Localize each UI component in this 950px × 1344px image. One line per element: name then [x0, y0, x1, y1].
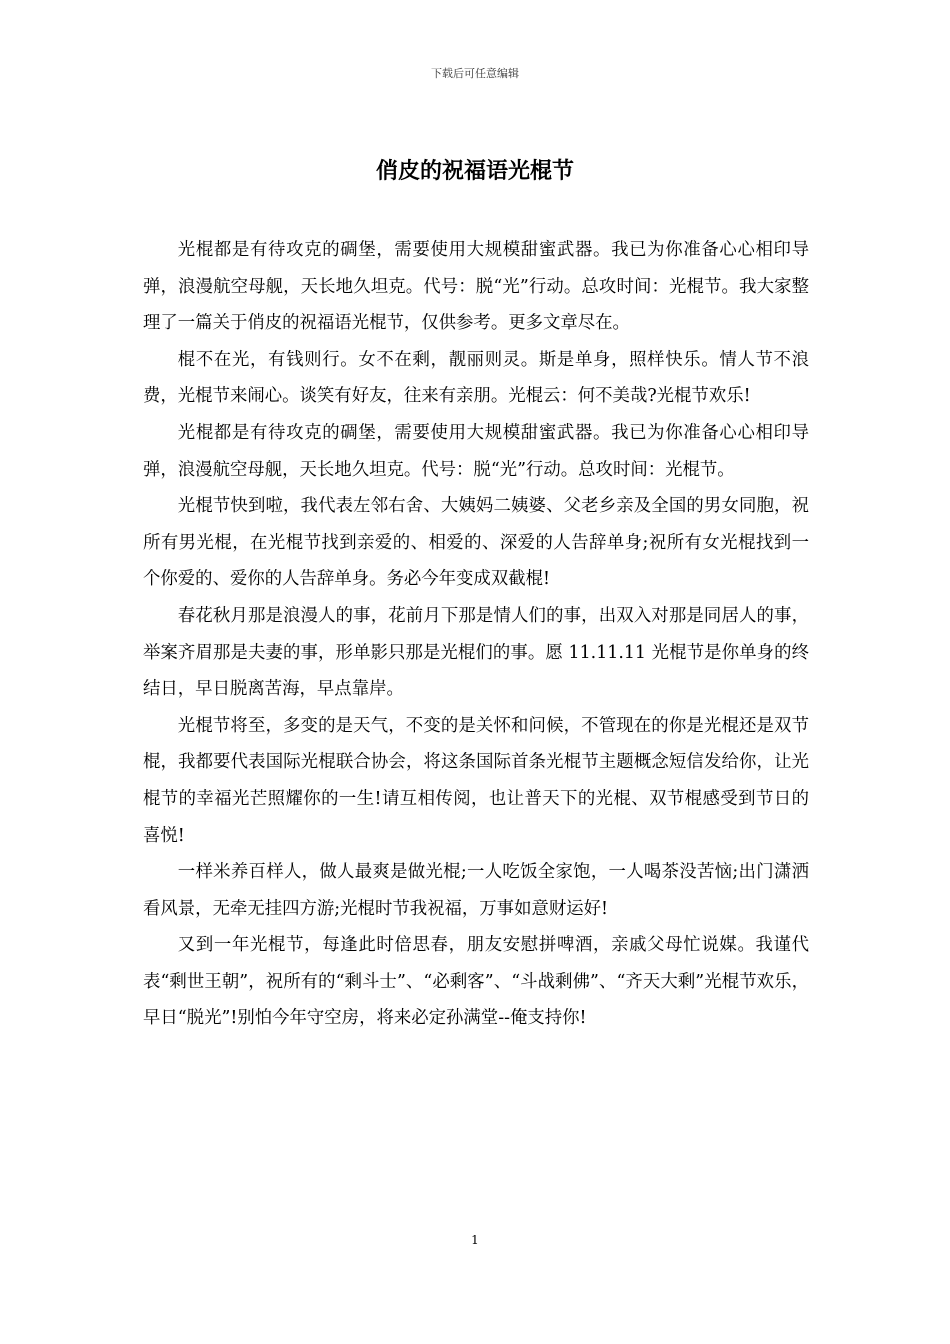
document-title: 俏皮的祝福语光棍节	[375, 158, 574, 184]
paragraph: 春花秋月那是浪漫人的事，花前月下那是情人们的事，出双入对那是同居人的事，举案齐眉那是夫妻的事，形单影只那是光棍们的事。愿 11.11.11 光棍节是你单身的终结日，早日脱离苦海，早点靠岸。	[143, 605, 809, 700]
paragraph: 又到一年光棍节，每逢此时倍思春，朋友安慰拼啤酒，亲戚父母忙说媒。我谨代表“剩世王朝”，祝所有的“剩斗士”、“必剩客”、“斗战剩佛”、“齐天大剩”光棍节欢乐，早日“脱光”!别怕今年守空房，将来必定孙满堂--俺支持你!	[143, 935, 809, 1029]
page-number: 1	[471, 1233, 479, 1247]
paragraph: 棍不在光，有钱则行。女不在剩，靓丽则灵。斯是单身，照样快乐。情人节不浪费，光棍节来闹心。谈笑有好友，往来有亲朋。光棍云：何不美哉?光棍节欢乐!	[143, 349, 809, 407]
paragraph: 光棍节快到啦，我代表左邻右舍、大姨妈二姨婆、父老乡亲及全国的男女同胞，祝所有男光棍，在光棍节找到亲爱的、相爱的、深爱的人告辞单身;祝所有女光棍找到一个你爱的、爱你的人告辞单身。务必今年变成双截棍!	[143, 496, 809, 590]
paragraph: 一样米养百样人，做人最爽是做光棍;一人吃饭全家饱，一人喝茶没苦恼;出门潇洒看风景，无牵无挂四方游;光棍时节我祝福，万事如意财运好!	[143, 862, 809, 919]
document-body	[143, 232, 809, 1037]
paragraph: 光棍都是有待攻克的碉堡，需要使用大规模甜蜜武器。我已为你准备心心相印导弹，浪漫航空母舰，天长地久坦克。代号：脱“光”行动。总攻时间：光棍节。	[143, 422, 809, 480]
paragraph: 光棍都是有待攻克的碉堡，需要使用大规模甜蜜武器。我已为你准备心心相印导弹，浪漫航空母舰，天长地久坦克。代号：脱“光”行动。总攻时间：光棍节。我大家整理了一篇关于俏皮的祝福语光棍节，仅供参考。更多文章尽在。	[143, 240, 809, 334]
header-note: 下载后可任意编辑	[431, 67, 519, 80]
paragraph: 光棍节将至，多变的是天气，不变的是关怀和问候，不管现在的你是光棍还是双节棍，我都要代表国际光棍联合协会，将这条国际首条光棍节主题概念短信发给你，让光棍节的幸福光芒照耀你的一生!请互相传阅，也让普天下的光棍、双节棍感受到节日的喜悦!	[143, 715, 809, 846]
